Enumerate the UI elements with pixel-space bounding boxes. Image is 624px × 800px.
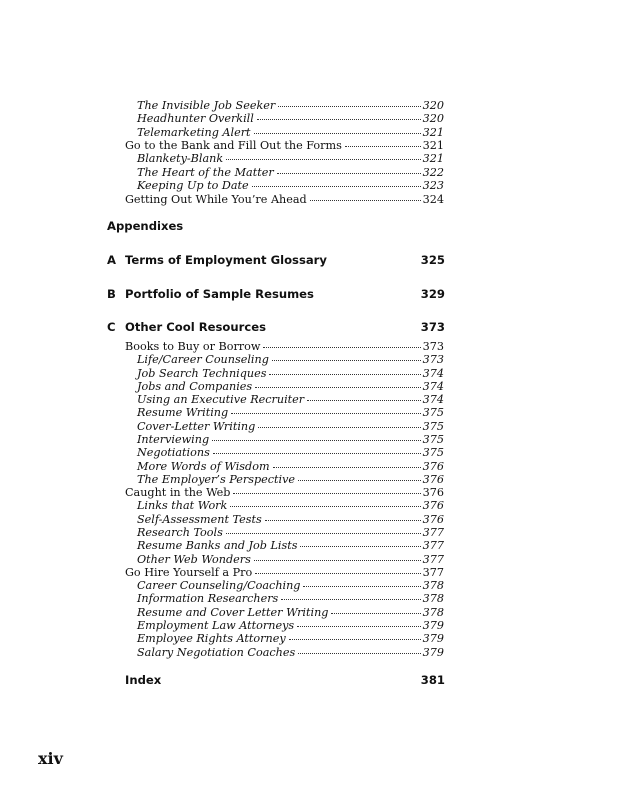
entry-page: 377 xyxy=(422,539,444,552)
entry-page: 323 xyxy=(422,179,444,192)
entry-title: Keeping Up to Date xyxy=(137,179,249,192)
entry-title: Caught in the Web xyxy=(125,486,231,499)
toc-entry[interactable] xyxy=(137,592,444,606)
appendix-title: Other Cool Resources xyxy=(125,320,266,334)
entry-page: 374 xyxy=(422,380,444,393)
dot-leader xyxy=(252,186,421,187)
toc-entry[interactable] xyxy=(137,179,444,193)
entry-page: 321 xyxy=(422,139,444,152)
entry-title: Books to Buy or Borrow xyxy=(125,340,261,353)
dot-leader xyxy=(230,506,420,507)
entry-title: Negotiations xyxy=(137,446,210,459)
toc-entry[interactable] xyxy=(137,579,444,593)
entry-title: The Invisible Job Seeker xyxy=(137,99,276,112)
appendixes-heading: Appendixes xyxy=(107,219,184,233)
appendix-letter: C xyxy=(107,320,116,334)
appendix-c-entry[interactable] xyxy=(107,320,445,334)
entry-page: 379 xyxy=(422,632,444,645)
entry-title: The Employer’s Perspective xyxy=(137,473,296,486)
dot-leader xyxy=(272,360,421,361)
toc-entry[interactable] xyxy=(137,460,444,474)
dot-leader xyxy=(303,586,420,587)
appendix-title: Portfolio of Sample Resumes xyxy=(125,287,314,301)
entry-page: 320 xyxy=(422,99,444,112)
entry-title: Job Search Techniques xyxy=(137,367,267,380)
toc-entry[interactable] xyxy=(137,619,444,633)
entry-title: Resume Banks and Job Lists xyxy=(137,539,298,552)
index-title: Index xyxy=(125,673,162,687)
entry-page: 378 xyxy=(422,606,444,619)
toc-entry[interactable] xyxy=(137,112,444,126)
dot-leader xyxy=(289,639,421,640)
toc-entry[interactable] xyxy=(137,632,444,646)
entry-title: Interviewing xyxy=(137,433,210,446)
toc-entry[interactable] xyxy=(137,473,444,487)
entry-page: 376 xyxy=(422,460,444,473)
toc-entry[interactable] xyxy=(137,367,444,381)
entry-page: 375 xyxy=(422,406,444,419)
dot-leader xyxy=(345,146,421,147)
entry-title: Go to the Bank and Fill Out the Forms xyxy=(125,139,342,152)
dot-leader xyxy=(298,480,421,481)
dot-leader xyxy=(258,427,420,428)
toc-entry[interactable] xyxy=(137,606,444,620)
entry-page: 376 xyxy=(422,486,444,499)
dot-leader xyxy=(277,173,421,174)
toc-entry[interactable] xyxy=(137,433,444,447)
entry-title: Research Tools xyxy=(137,526,223,539)
dot-leader xyxy=(257,119,421,120)
entry-title: Life/Career Counseling xyxy=(137,353,269,366)
toc-entry[interactable] xyxy=(137,446,444,460)
toc-entry[interactable] xyxy=(137,420,444,434)
entry-page: 376 xyxy=(422,473,444,486)
entry-title: Resume and Cover Letter Writing xyxy=(137,606,329,619)
toc-entry[interactable] xyxy=(137,539,444,553)
toc-entry[interactable] xyxy=(137,353,444,367)
entry-title: More Words of Wisdom xyxy=(137,460,270,473)
entry-page: 321 xyxy=(422,126,444,139)
dot-leader xyxy=(263,347,420,348)
index-page: 381 xyxy=(420,673,445,687)
entry-title: Go Hire Yourself a Pro xyxy=(125,566,253,579)
dot-leader xyxy=(298,653,420,654)
dot-leader xyxy=(226,159,421,160)
toc-entry[interactable] xyxy=(125,486,444,500)
toc-entry[interactable] xyxy=(137,499,444,513)
toc-entry[interactable] xyxy=(125,139,444,153)
appendix-page: 373 xyxy=(420,320,445,334)
dot-leader xyxy=(297,626,421,627)
entry-page: 324 xyxy=(422,193,444,206)
entry-title: Career Counseling/Coaching xyxy=(137,579,301,592)
dot-leader xyxy=(226,533,421,534)
entry-page: 375 xyxy=(422,420,444,433)
dot-leader xyxy=(213,453,421,454)
dot-leader xyxy=(255,573,420,574)
entry-page: 376 xyxy=(422,513,444,526)
entry-title: Information Researchers xyxy=(137,592,279,605)
appendix-page: 325 xyxy=(420,253,445,267)
entry-page: 377 xyxy=(422,553,444,566)
index-entry[interactable] xyxy=(107,673,445,687)
entry-title: Resume Writing xyxy=(137,406,229,419)
entry-page: 376 xyxy=(422,499,444,512)
dot-leader xyxy=(233,493,420,494)
toc-entry[interactable] xyxy=(137,126,444,140)
appendix-page: 329 xyxy=(420,287,445,301)
entry-page: 375 xyxy=(422,446,444,459)
entry-title: Self-Assessment Tests xyxy=(137,513,262,526)
toc-entry[interactable] xyxy=(125,193,444,207)
entry-title: Headhunter Overkill xyxy=(137,112,254,125)
toc-entry[interactable] xyxy=(137,646,444,660)
toc-entry[interactable] xyxy=(137,513,444,527)
entry-page: 322 xyxy=(422,166,444,179)
toc-entry[interactable] xyxy=(137,406,444,420)
entry-page: 377 xyxy=(422,566,444,579)
toc-entry[interactable] xyxy=(125,340,444,354)
toc-entry[interactable] xyxy=(137,152,444,166)
entry-page: 321 xyxy=(422,152,444,165)
entry-title: Other Web Wonders xyxy=(137,553,251,566)
entry-title: Salary Negotiation Coaches xyxy=(137,646,296,659)
entry-page: 373 xyxy=(422,340,444,353)
entry-title: Telemarketing Alert xyxy=(137,126,251,139)
appendix-b-entry[interactable] xyxy=(107,287,445,301)
entry-title: Jobs and Companies xyxy=(137,380,253,393)
appendix-a-entry[interactable] xyxy=(107,253,445,267)
toc-entry[interactable] xyxy=(137,393,444,407)
entry-page: 378 xyxy=(422,592,444,605)
dot-leader xyxy=(300,546,420,547)
toc-entry[interactable] xyxy=(125,566,444,580)
dot-leader xyxy=(273,467,421,468)
entry-title: Blankety-Blank xyxy=(137,152,224,165)
entry-title: The Heart of the Matter xyxy=(137,166,274,179)
dot-leader xyxy=(310,200,421,201)
entry-page: 378 xyxy=(422,579,444,592)
dot-leader xyxy=(307,400,420,401)
toc-entry[interactable] xyxy=(137,380,444,394)
toc-entry[interactable] xyxy=(137,166,444,180)
dot-leader xyxy=(331,613,420,614)
appendix-title: Terms of Employment Glossary xyxy=(125,253,327,267)
dot-leader xyxy=(265,520,421,521)
dot-leader xyxy=(278,106,420,107)
entry-title: Cover-Letter Writing xyxy=(137,420,256,433)
dot-leader xyxy=(281,599,420,600)
appendix-letter: A xyxy=(107,253,116,267)
entry-title: Employee Rights Attorney xyxy=(137,632,286,645)
dot-leader xyxy=(254,133,421,134)
toc-entry[interactable] xyxy=(137,99,444,113)
page-number: xiv xyxy=(38,749,63,768)
entry-title: Employment Law Attorneys xyxy=(137,619,295,632)
dot-leader xyxy=(269,374,420,375)
appendix-letter: B xyxy=(107,287,116,301)
entry-page: 320 xyxy=(422,112,444,125)
entry-page: 374 xyxy=(422,367,444,380)
entry-page: 377 xyxy=(422,526,444,539)
dot-leader xyxy=(254,560,421,561)
entry-title: Using an Executive Recruiter xyxy=(137,393,305,406)
entry-page: 379 xyxy=(422,646,444,659)
dot-leader xyxy=(231,413,421,414)
dot-leader xyxy=(212,440,421,441)
toc-entry[interactable] xyxy=(137,553,444,567)
entry-title: Links that Work xyxy=(137,499,228,512)
entry-title: Getting Out While You’re Ahead xyxy=(125,193,307,206)
entry-page: 373 xyxy=(422,353,444,366)
entry-page: 375 xyxy=(422,433,444,446)
toc-entry[interactable] xyxy=(137,526,444,540)
entry-page: 379 xyxy=(422,619,444,632)
dot-leader xyxy=(255,387,420,388)
entry-page: 374 xyxy=(422,393,444,406)
